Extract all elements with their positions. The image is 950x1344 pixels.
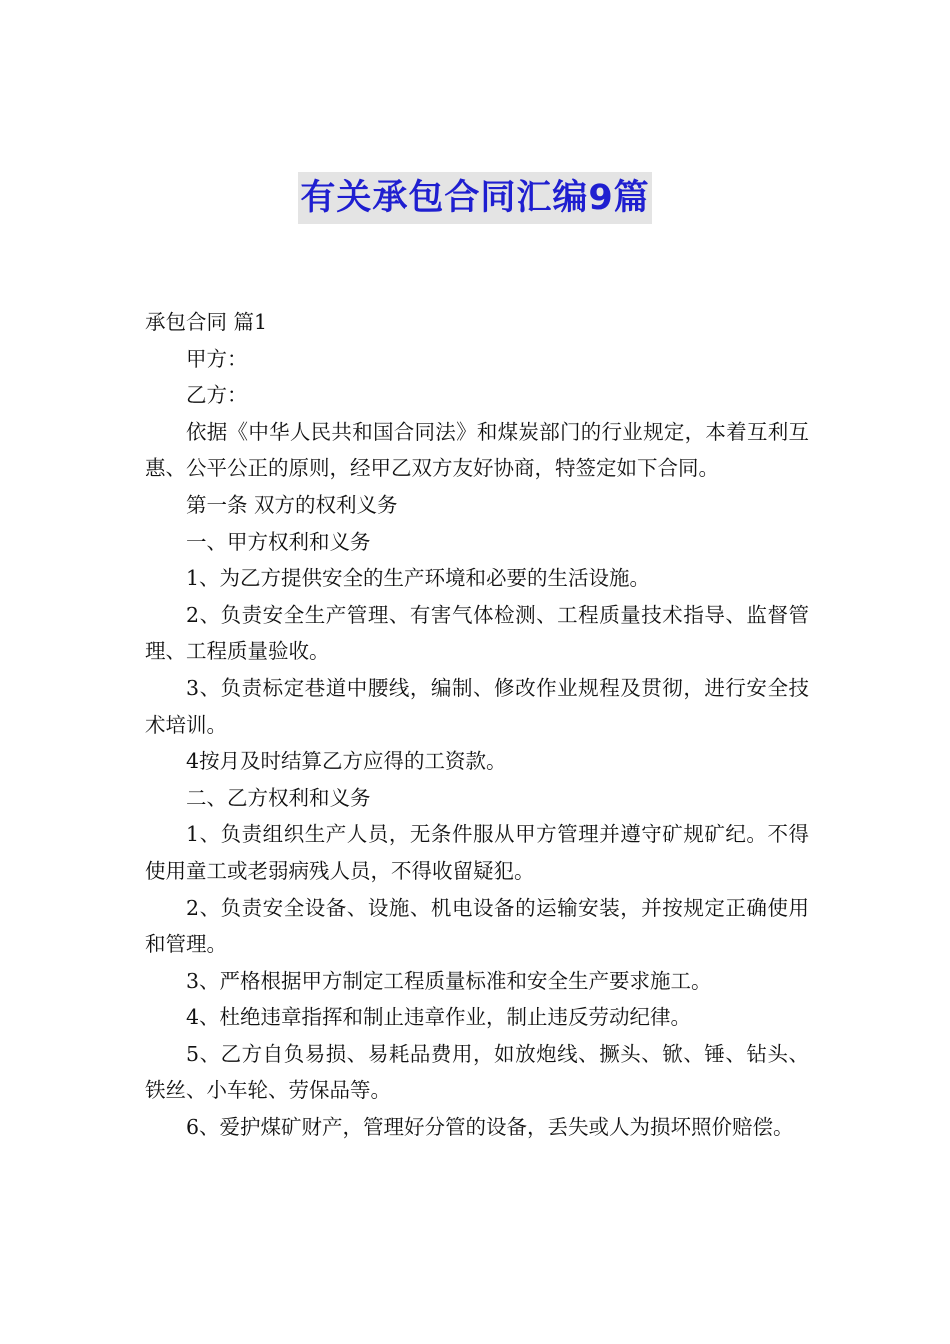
clause-paragraph: 6、爱护煤矿财产，管理好分管的设备，丢失或人为损坏照价赔偿。 <box>186 1115 794 1140</box>
section-heading: 承包合同 篇1 <box>145 310 268 334</box>
title-container <box>0 172 950 224</box>
clause-paragraph: 5、乙方自负易损、易耗品费用，如放炮线、撅头、锨、锤、钻头、铁丝、小车轮、劳保品等。 <box>145 1041 809 1103</box>
party-a-line: 甲方： <box>186 346 248 371</box>
document-body <box>145 304 809 1146</box>
clause-paragraph: 4按月及时结算乙方应得的工资款。 <box>186 749 507 774</box>
party-b-line: 乙方： <box>186 383 248 408</box>
clause-paragraph: 1、负责组织生产人员，无条件服从甲方管理并遵守矿规矿纪。不得使用童工或老弱病残人员，不得收留疑犯。 <box>145 822 809 883</box>
article-heading: 第一条 双方的权利义务 <box>186 492 398 517</box>
preamble-paragraph: 依据《中华人民共和国合同法》和煤炭部门的行业规定，本着互利互惠、公平公正的原则，经甲乙双方友好协商，特签定如下合同。 <box>145 419 809 481</box>
clause-paragraph: 3、严格根据甲方制定工程质量标准和安全生产要求施工。 <box>186 968 712 993</box>
clause-paragraph: 4、杜绝违章指挥和制止违章作业，制止违反劳动纪律。 <box>186 1005 692 1030</box>
clause-paragraph: 2、负责安全生产管理、有害气体检测、工程质量技术指导、监督管理、工程质量验收。 <box>145 602 809 664</box>
clause-paragraph: 3、负责标定巷道中腰线，编制、修改作业规程及贯彻，进行安全技术培训。 <box>145 675 809 737</box>
clause-paragraph: 1、为乙方提供安全的生产环境和必要的生活设施。 <box>186 566 651 591</box>
subsection-heading: 一、甲方权利和义务 <box>186 529 371 554</box>
subsection-heading: 二、乙方权利和义务 <box>186 785 371 810</box>
clause-paragraph: 2、负责安全设备、设施、机电设备的运输安装，并按规定正确使用和管理。 <box>145 895 809 957</box>
document-title: 有关承包合同汇编9篇 <box>298 172 651 224</box>
